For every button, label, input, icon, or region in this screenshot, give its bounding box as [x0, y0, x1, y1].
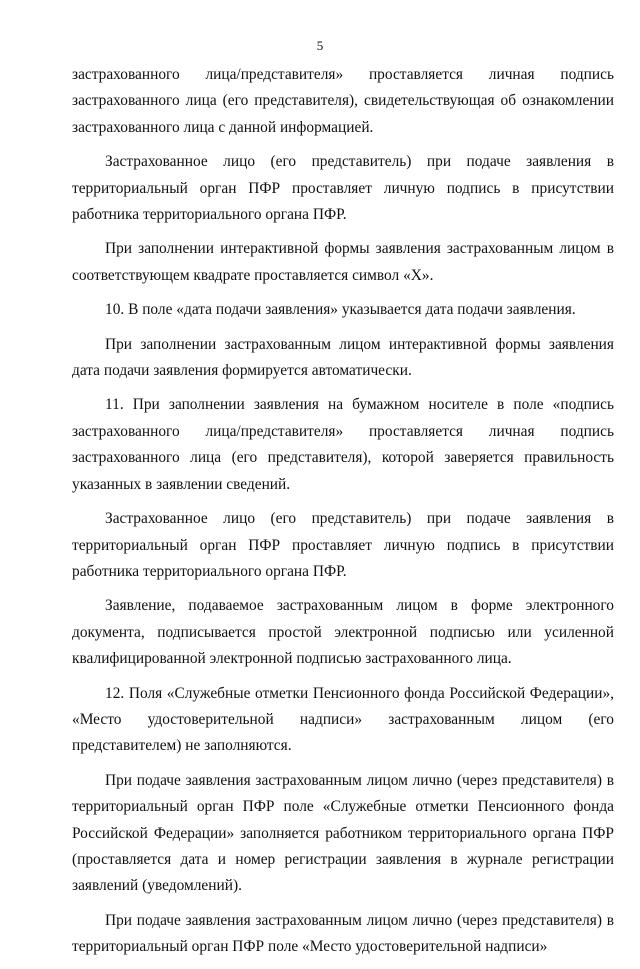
paragraph: Заявление, подаваемое застрахованным лицом в форме электронного документа, подписывается простой электронной подписью или усиленной квалифицированной электронной подписью застрахованного лица. — [72, 597, 614, 668]
paragraph: Застрахованное лицо (его представитель) при подаче заявления в территориальный орган ПФР проставляет личную подпись в присутствии работника территориального органа ПФР. — [72, 153, 614, 224]
paragraph: Застрахованное лицо (его представитель) при подаче заявления в территориальный орган ПФР проставляет личную подпись в присутствии работника территориального органа ПФР. — [72, 510, 614, 580]
document-body — [72, 62, 614, 969]
paragraph: При заполнении интерактивной формы заявления застрахованным лицом в соответствующем квадрате проставляется символ «Х». — [72, 240, 614, 284]
paragraph: 12. Поля «Служебные отметки Пенсионного фонда Российской Федерации», «Место удостоверительной надписи» застрахованным лицом (его представителем) не заполняются. — [72, 684, 614, 755]
page-number: 5 — [316, 38, 324, 53]
paragraph: При подаче заявления застрахованным лицом лично (через представителя) в территориальный орган ПФР поле «Место удостоверительной надписи» — [72, 911, 614, 956]
paragraph: 11. При заполнении заявления на бумажном носителе в поле «подпись застрахованного лица/представителя» проставляется личная подпись застрахованного лица (его представителя), которой заверяется правильность указанных в заявлении сведений. — [72, 396, 614, 493]
paragraph: При заполнении застрахованным лицом интерактивной формы заявления дата подачи заявления формируется автоматически. — [72, 335, 614, 380]
paragraph: При подаче заявления застрахованным лицом лично (через представителя) в территориальный орган ПФР поле «Служебные отметки Пенсионного фонда Российской Федерации» заполняется работником территориального органа ПФР (проставляется дата и номер регистрации заявления в журнале регистрации заявлений (уведомлений). — [72, 771, 614, 895]
paragraph: застрахованного лица/представителя» проставляется личная подпись застрахованного лица (его представителя), свидетельствующая об ознакомлении застрахованного лица с данной информацией. — [72, 66, 614, 136]
paragraph: 10. В поле «дата подачи заявления» указывается дата подачи заявления. — [105, 301, 576, 319]
